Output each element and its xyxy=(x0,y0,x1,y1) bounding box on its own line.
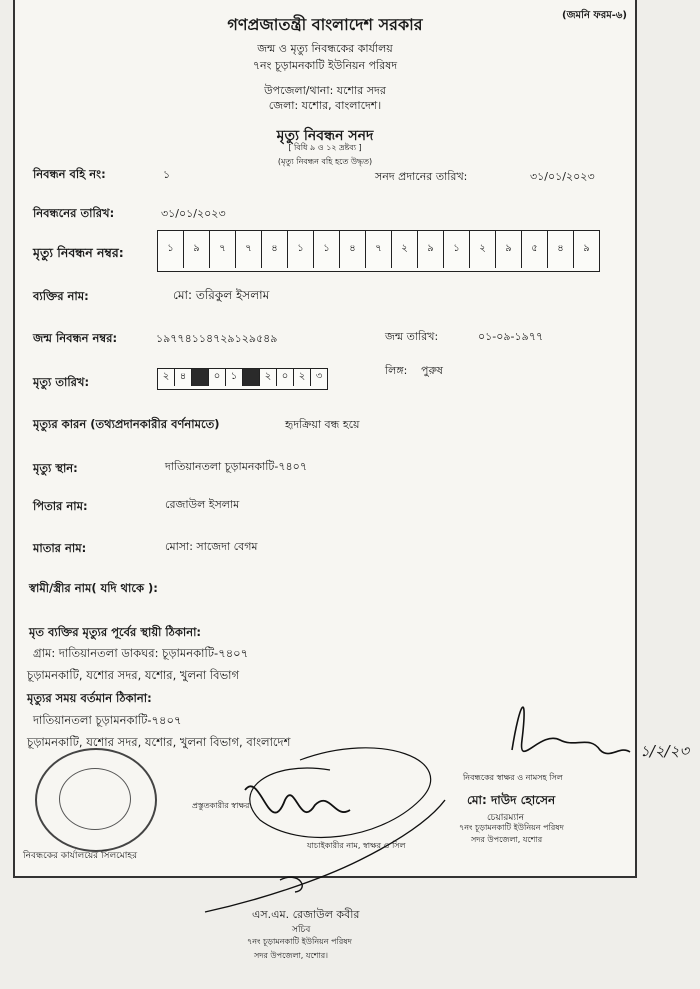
office-seal-label: নিবন্ধকের কার্যালয়ের সিলমোহর xyxy=(23,851,138,861)
dob-value: ০১-০৯-১৯৭৭ xyxy=(478,330,544,343)
issue-date-value: ৩১/০১/২০২৩ xyxy=(530,170,595,183)
digit-cell: ০ xyxy=(277,369,294,386)
digit-cell: ৯ xyxy=(583,243,590,254)
secretary-title: সচিব xyxy=(292,925,311,935)
digit-cell: ২ xyxy=(392,231,418,268)
place-value: দাতিয়ানতলা চূড়ামনকাটি-৭৪০৭ xyxy=(165,460,307,473)
name-value: মো: তরিকুল ইসলাম xyxy=(173,288,270,302)
digit-cell: ৭ xyxy=(366,231,392,268)
registrar-sign-label: নিবন্ধকের স্বাক্ষর ও নামসহ সিল xyxy=(463,773,563,782)
digit-cell: ৯ xyxy=(496,231,522,268)
current-address-label: মৃত্যুর সময় বর্তমান ঠিকানা: xyxy=(27,691,152,705)
rule-reference: [ বিধি ৯ ও ১২ দ্রষ্টব্য ] xyxy=(288,143,362,152)
chairman-signature xyxy=(512,707,630,753)
birth-reg-label: জন্ম নিবন্ধন নম্বর: xyxy=(33,331,118,345)
chairman-title: চেয়ারম্যান xyxy=(487,813,524,823)
father-label: পিতার নাম: xyxy=(33,499,88,513)
union-title: ৭নং চূড়ামনকাটি ইউনিয়ন পরিষদ xyxy=(252,59,398,72)
form-number: (জমনি ফরম-৬) xyxy=(562,10,627,21)
issue-date-label: সনদ প্রদানের তারিখ: xyxy=(375,170,468,183)
birth-reg-value: ১৯৭৭৪১১৪৭২৯১২৯৫৪৯ xyxy=(156,332,278,345)
death-date-label: মৃত্যু তারিখ: xyxy=(33,375,90,389)
digit-cell: ৯ xyxy=(184,231,210,268)
current-address-line2: চূড়ামনকাটি, যশোর সদর, যশোর, খুলনা বিভাগ, বাংলাদেশ xyxy=(27,735,291,749)
dob-label: জন্ম তারিখ: xyxy=(385,330,439,343)
digit-cell: ৩ xyxy=(315,371,323,382)
digit-cell: ৭ xyxy=(210,231,236,268)
digit-cell: ৯ xyxy=(418,231,444,268)
secretary-union: ৭নং চূড়ামনকাটি ইউনিয়ন পরিষদ xyxy=(247,937,352,946)
mother-label: মাতার নাম: xyxy=(33,541,87,555)
certificate-title: মৃত্যু নিবন্ধন সনদ xyxy=(276,128,374,144)
father-value: রেজাউল ইসলাম xyxy=(165,498,240,511)
verifier-signature-loop xyxy=(250,748,431,838)
reg-date-label: নিবন্ধনের তারিখ: xyxy=(33,206,115,220)
verifier-sign-label: যাচাইকারীর নাম, স্বাক্ষর ও সিল xyxy=(307,841,406,850)
place-label: মৃত্যু স্থান: xyxy=(33,461,78,475)
reg-date-value: ৩১/০১/২০২৩ xyxy=(161,207,226,220)
mother-value: মোসা: সাজেদা বেগম xyxy=(165,540,258,553)
name-label: ব্যক্তির নাম: xyxy=(33,289,89,303)
digit-cell: ১ xyxy=(158,231,184,268)
upazila-line: উপজেলা/থানা: যশোর সদর xyxy=(264,84,386,97)
book-no-label: নিবন্ধন বহি নং: xyxy=(33,167,106,181)
book-no-value: ১ xyxy=(163,168,171,181)
digit-cell: ৪ xyxy=(548,231,574,268)
digit-cell: ৫ xyxy=(522,231,548,268)
cause-value: হৃদক্রিয়া বন্ধ হয়ে xyxy=(285,418,360,431)
digit-cell: ৪ xyxy=(175,369,192,386)
district-line: জেলা: যশোর, বাংলাদেশ। xyxy=(268,99,382,112)
cause-label: মৃত্যুর কারন (তথ্যপ্রদানকারীর বর্ণনামতে) xyxy=(33,417,220,431)
digit-cell: ৪ xyxy=(262,231,288,268)
source-note: (মৃত্যু নিবন্ধন বহি হতে উদ্ধৃত) xyxy=(277,157,373,166)
secretary-signature xyxy=(205,800,445,912)
chairman-upazila: সদর উপজেলা, যশোর xyxy=(471,835,543,844)
preparer-signature xyxy=(245,786,350,812)
digit-cell: ১ xyxy=(288,231,314,268)
government-title: গণপ্রজাতন্ত্রী বাংলাদেশ সরকার xyxy=(227,15,423,34)
sex-label: লিঙ্গ: xyxy=(385,364,408,377)
digit-cell: ৭ xyxy=(236,231,262,268)
perm-address-label: মৃত ব্যক্তির মৃত্যুর পূর্বের স্থায়ী ঠিকানা: xyxy=(29,625,202,639)
digit-cell: ২ xyxy=(260,369,277,386)
digit-cell: ২ xyxy=(294,369,311,386)
chairman-union: ৭নং চূড়ামনকাটি ইউনিয়ন পরিষদ xyxy=(459,823,564,832)
digit-cell: ২ xyxy=(158,369,175,386)
digit-cell: ৪ xyxy=(340,231,366,268)
sex-value: পুরুষ xyxy=(421,364,443,377)
digit-cell: ০ xyxy=(209,369,226,386)
signature-date: ১/২/২৩ xyxy=(640,742,690,760)
perm-address-line2: চূড়ামনকাটি, যশোর সদর, যশোর, খুলনা বিভাগ xyxy=(27,668,240,682)
digit-cell: ১ xyxy=(444,231,470,268)
digit-cell: ১ xyxy=(226,369,243,386)
office-title: জন্ম ও মৃত্যু নিবন্ধকের কার্যালয় xyxy=(257,42,393,55)
chairman-name: মো: দাউদ হোসেন xyxy=(467,793,556,807)
digit-cell: ১ xyxy=(314,231,340,268)
perm-address-line1: গ্রাম: দাতিয়ানতলা ডাকঘর: চূড়ামনকাটি-৭৪০৭ xyxy=(33,646,249,660)
secretary-upazila: সদর উপজেলা, যশোর। xyxy=(254,951,328,960)
current-address-line1: দাতিয়ানতলা চূড়ামনকাটি-৭৪০৭ xyxy=(33,713,182,727)
death-reg-label: মৃত্যু নিবন্ধন নম্বর: xyxy=(33,245,124,260)
secretary-name: এস.এম. রেজাউল কবীর xyxy=(252,908,360,921)
preparer-sign-label: প্রস্তুতকারীর স্বাক্ষর xyxy=(192,801,250,810)
spouse-label: স্বামী/স্ত্রীর নাম( যদি থাকে ): xyxy=(29,581,158,595)
digit-cell: ২ xyxy=(470,231,496,268)
